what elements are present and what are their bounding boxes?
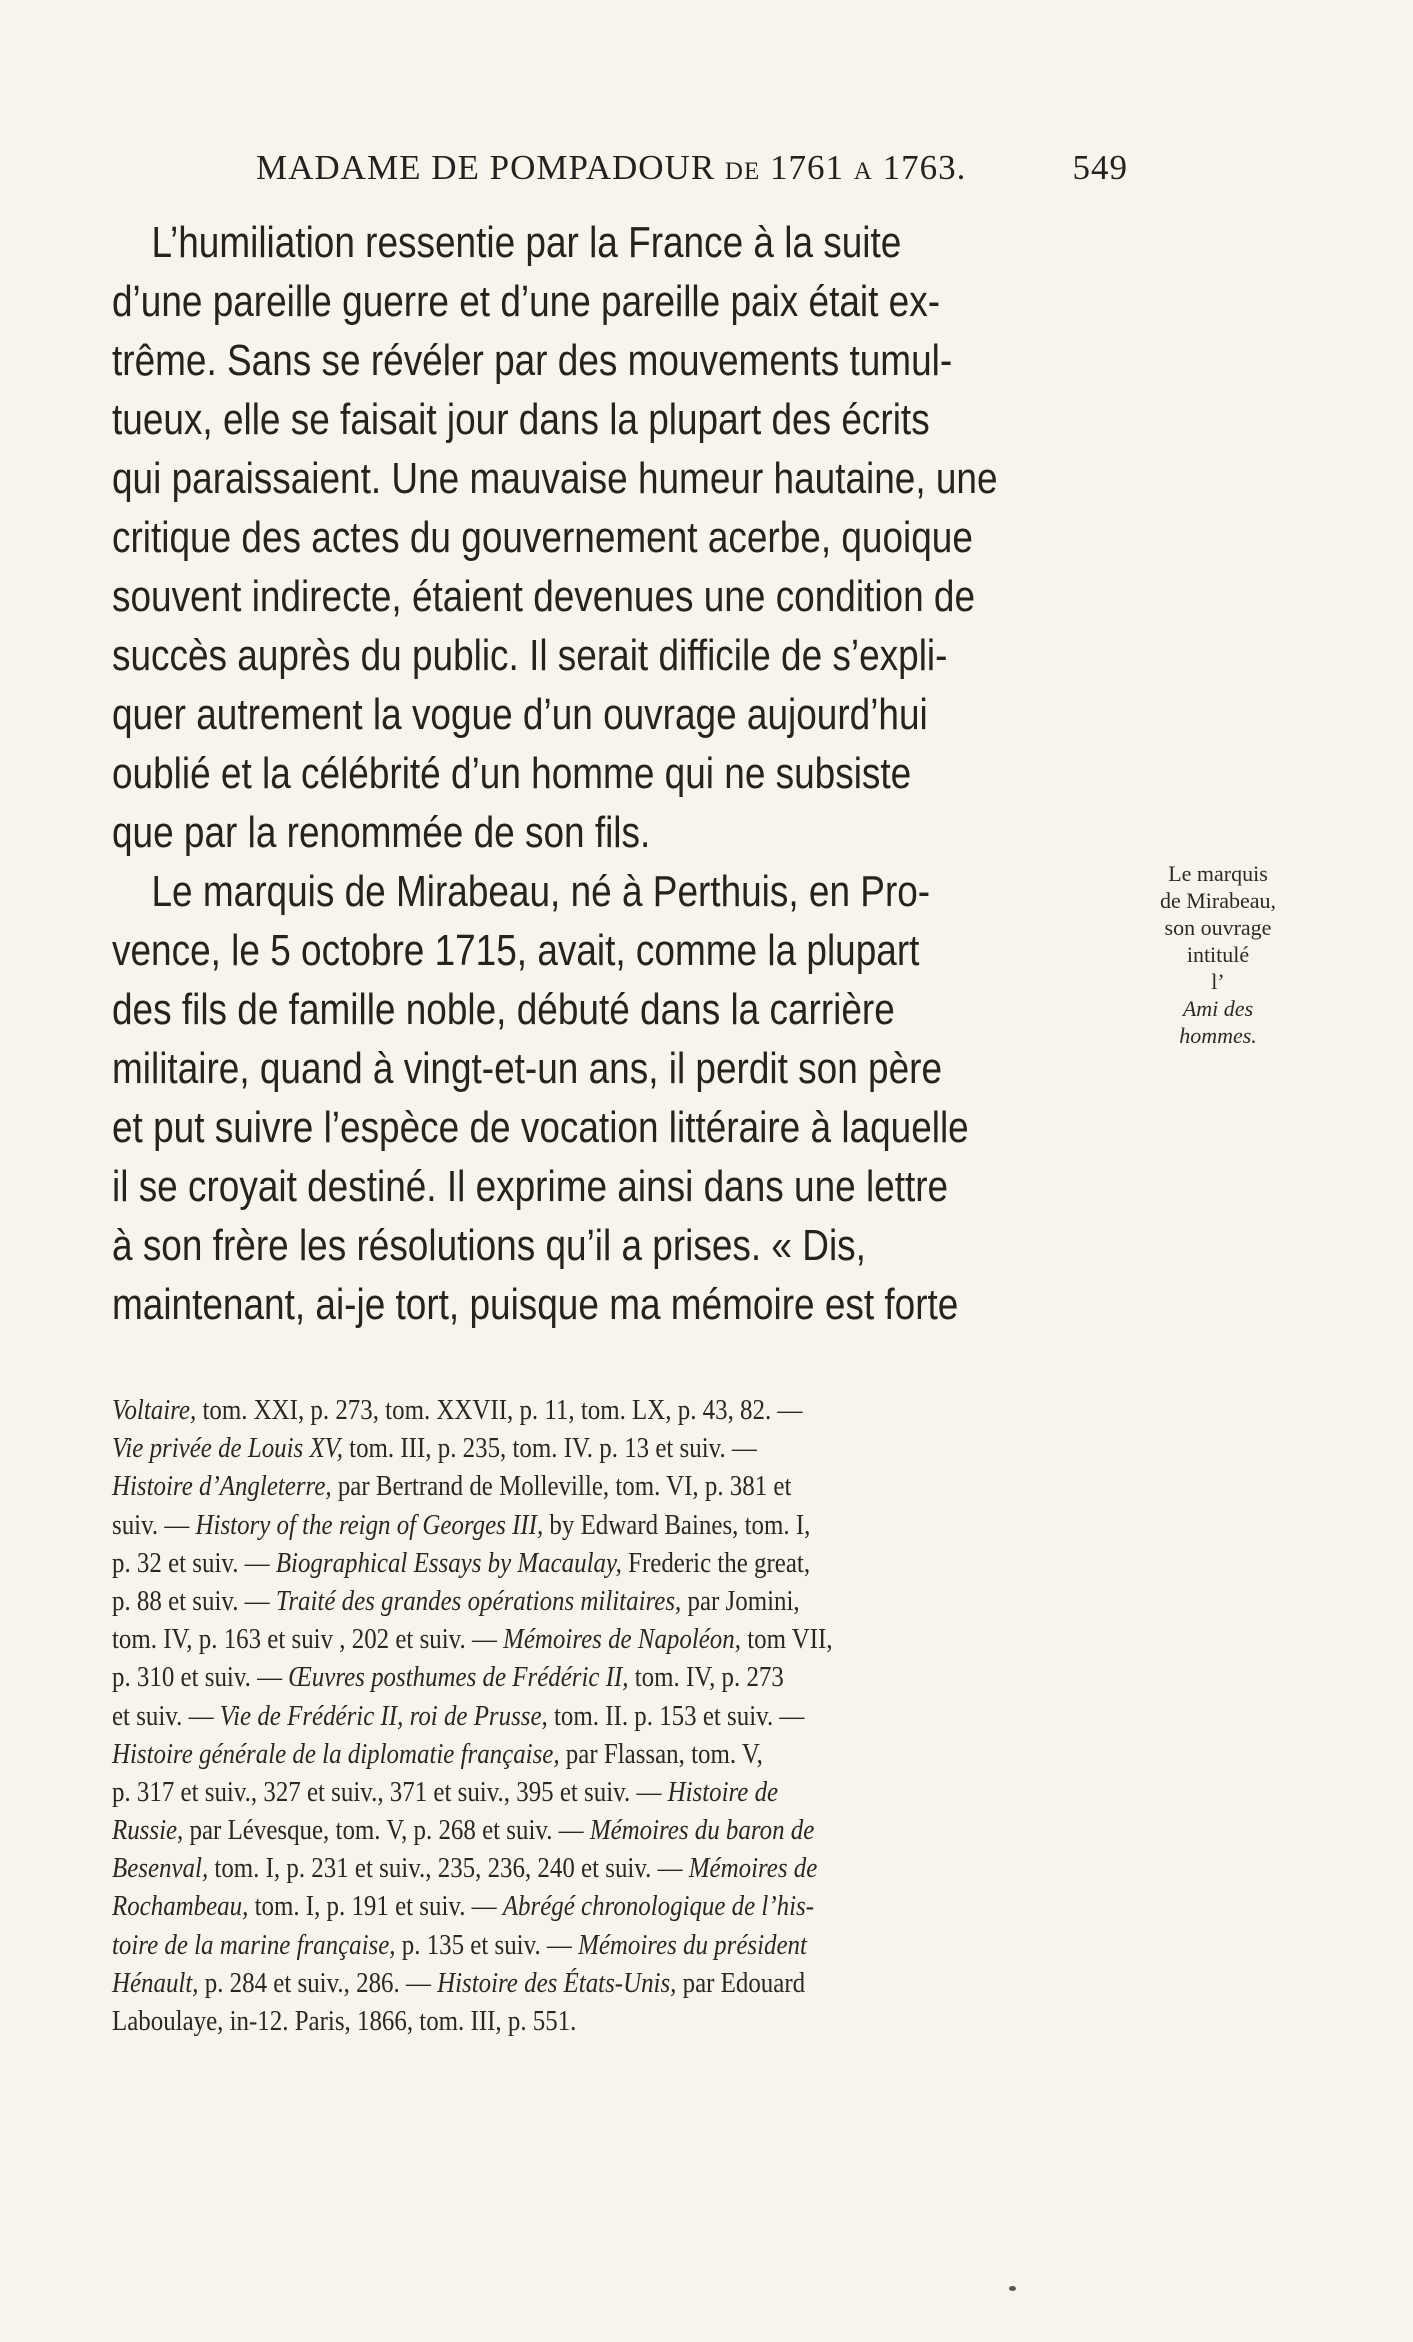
text-line: vence, le 5 octobre 1715, avait, comme la plupart (112, 926, 920, 975)
text-line: Le marquis de Mirabeau, né à Perthuis, en Pro- (151, 867, 931, 916)
text-line: et put suivre l’espèce de vocation littéraire à laquelle (112, 1103, 969, 1152)
footnote-line: tom. IV, p. 163 et suiv , 202 et suiv. — Mémoires de Napoléon, tom VII, (112, 1624, 833, 1656)
footnote-line: Hénault, p. 284 et suiv., 286. — Histoire des États-Unis, par Edouard (112, 1967, 806, 1999)
footnote-line: Histoire générale de la diplomatie française, par Flassan, tom. V, (112, 1738, 763, 1770)
footnote-line: Voltaire, tom. XXI, p. 273, tom. XXVII, p. 11, tom. LX, p. 43, 82. — (112, 1395, 803, 1426)
margin-note-line: hommes. (1179, 1023, 1257, 1048)
footnote-line: p. 32 et suiv. — Biographical Essays by Macaulay, Frederic the great, (112, 1547, 811, 1579)
main-text (112, 213, 1112, 1334)
text-line: d’une pareille guerre et d’une pareille paix était ex- (112, 277, 941, 326)
margin-note-line: de Mirabeau, (1159, 888, 1277, 913)
text-line: tueux, elle se faisait jour dans la plupart des écrits (112, 395, 930, 444)
text-line: militaire, quand à vingt-et-un ans, il perdit son père (112, 1044, 942, 1093)
margin-note-line: intitulé (1186, 942, 1250, 967)
page-number: 549 (1072, 148, 1128, 187)
text-line: à son frère les résolutions qu’il a prises. « Dis, (112, 1221, 866, 1270)
footnote-line: Laboulaye, in-12. Paris, 1866, tom. III, p. 551. (112, 2006, 577, 2037)
footnote-line: p. 88 et suiv. — Traité des grandes opérations militaires, par Jomini, (112, 1585, 800, 1617)
footnote-line: toire de la marine française, p. 135 et suiv. — Mémoires du président (112, 1929, 807, 1961)
text-line: des fils de famille noble, débuté dans la carrière (112, 985, 895, 1034)
text-line: qui paraissaient. Une mauvaise humeur hautaine, une (112, 454, 998, 503)
text-line: succès auprès du public. Il serait difficile de s’expli- (112, 631, 948, 680)
footnote-block (112, 1392, 1120, 2041)
text-line: L’humiliation ressentie par la France à la suite (151, 218, 902, 267)
running-head (256, 148, 1128, 198)
footnote-line: Vie privée de Louis XV, tom. III, p. 235, tom. IV. p. 13 et suiv. — (112, 1433, 757, 1465)
text-line: maintenant, ai-je tort, puisque ma mémoire est forte (112, 1280, 959, 1329)
running-title: MADAME DE POMPADOUR DE 1761 A 1763. (256, 148, 967, 187)
text-line: souvent indirecte, étaient devenues une condition de (112, 572, 976, 621)
margin-note-line: Le marquis (1168, 861, 1268, 886)
margin-note-line: son ouvrage (1164, 915, 1272, 940)
footnote-line: Besenval, tom. I, p. 231 et suiv., 235, 236, 240 et suiv. — Mémoires de (112, 1853, 818, 1885)
footnote-line: p. 317 et suiv., 327 et suiv., 371 et suiv., 395 et suiv. — Histoire de (112, 1776, 779, 1808)
text-line: il se croyait destiné. Il exprime ainsi dans une lettre (112, 1162, 949, 1211)
margin-note (1128, 860, 1308, 1049)
ink-speck (1009, 2286, 1016, 2291)
margin-note-line: l’ Ami des (1182, 969, 1254, 1021)
footnote-line: suiv. — History of the reign of Georges III, by Edward Baines, tom. I, (112, 1509, 811, 1541)
text-line: que par la renommée de son fils. (112, 808, 651, 857)
footnote-line: p. 310 et suiv. — Œuvres posthumes de Frédéric II, tom. IV, p. 273 (112, 1662, 784, 1694)
footnote-line: et suiv. — Vie de Frédéric II, roi de Prusse, tom. II. p. 153 et suiv. — (112, 1700, 805, 1732)
footnote-line: Rochambeau, tom. I, p. 191 et suiv. — Abrégé chronologique de l’his- (112, 1891, 815, 1923)
footnote-line: Histoire d’Angleterre, par Bertrand de Molleville, tom. VI, p. 381 et (112, 1471, 792, 1503)
footnote-line: Russie, par Lévesque, tom. V, p. 268 et suiv. — Mémoires du baron de (112, 1815, 815, 1847)
text-line: oublié et la célébrité d’un homme qui ne subsiste (112, 749, 912, 798)
text-line: critique des actes du gouvernement acerbe, quoique (112, 513, 973, 562)
text-line: trême. Sans se révéler par des mouvements tumul- (112, 336, 953, 385)
text-line: quer autrement la vogue d’un ouvrage aujourd’hui (112, 690, 928, 739)
